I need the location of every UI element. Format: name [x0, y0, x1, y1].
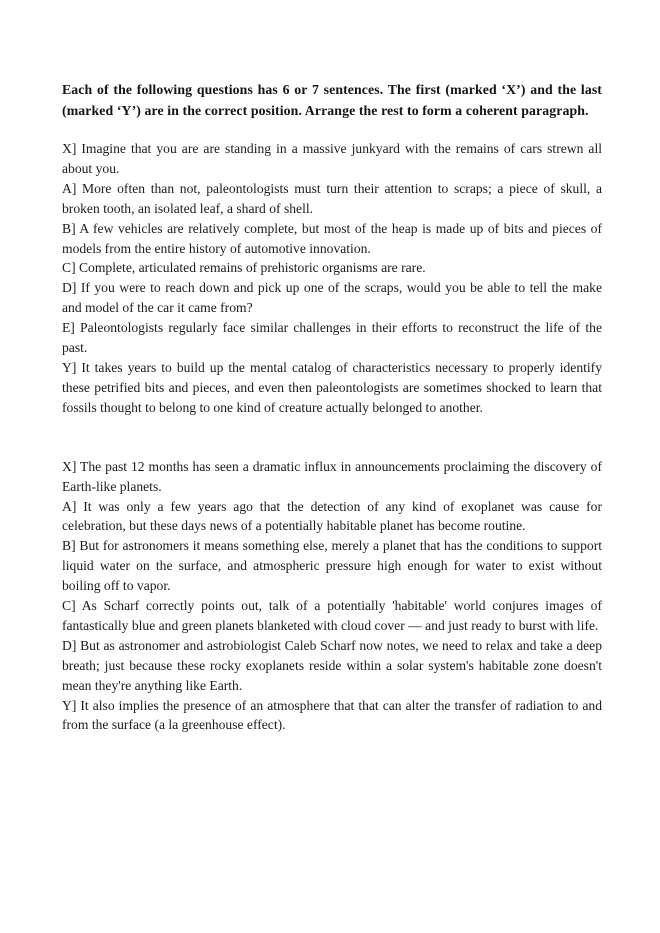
sentence-y: Y] It also implies the presence of an atmosphere that that can alter the transfer of radiation to and from the surface (a la greenhouse effect). [62, 697, 602, 733]
sentence-x: X] Imagine that you are are standing in a massive junkyard with the remains of cars strewn all about you. [62, 141, 602, 176]
question-block-2 [62, 457, 602, 736]
page-content [62, 80, 602, 735]
sentence-c: C] Complete, articulated remains of prehistoric organisms are rare. [62, 260, 426, 276]
instructions-text: Each of the following questions has 6 or 7 sentences. The first (marked ‘X’) and the last (marked ‘Y’) are in the correct position. Arrange the rest to form a coherent paragraph. [62, 82, 602, 118]
sentence-c: C] As Scharf correctly points out, talk of a potentially 'habitable' world conjures images of fantastically blue and green planets blanketed with cloud cover — and just ready to burst with life. [62, 598, 602, 633]
question-block-1 [62, 139, 602, 418]
sentence-a: A] More often than not, paleontologists must turn their attention to scraps; a piece of skull, a broken tooth, an isolated leaf, a shard of shell. [62, 180, 602, 216]
sentence-b: B] A few vehicles are relatively complete, but most of the heap is made up of bits and pieces of models from the entire history of automotive innovation. [62, 220, 602, 256]
sentence-b: B] But for astronomers it means something else, merely a planet that has the conditions to support liquid water on the surface, and atmospheric pressure high enough for water to exist without boiling off to vapor. [62, 538, 602, 594]
sentence-e: E] Paleontologists regularly face similar challenges in their efforts to reconstruct the life of the past. [62, 320, 602, 356]
sentence-d: D] But as astronomer and astrobiologist Caleb Scharf now notes, we need to relax and take a deep breath; just because these rocky exoplanets reside within a solar system's habitable zone doesn't mean they're anything like Earth. [62, 637, 602, 693]
sentence-x: X] The past 12 months has seen a dramatic influx in announcements proclaiming the discovery of Earth-like planets. [62, 458, 602, 494]
sentence-y: Y] It takes years to build up the mental catalog of characteristics necessary to properly identify these petrified bits and pieces, and even then paleontologists are sometimes shocked to learn that fossils thought to belong to one kind of creature actually belonged to another. [62, 359, 602, 415]
sentence-d: D] If you were to reach down and pick up one of the scraps, would you be able to tell the make and model of the car it came from? [62, 280, 602, 316]
sentence-a: A] It was only a few years ago that the detection of any kind of exoplanet was cause for celebration, but these days news of a potentially habitable planet has become routine. [62, 498, 602, 534]
